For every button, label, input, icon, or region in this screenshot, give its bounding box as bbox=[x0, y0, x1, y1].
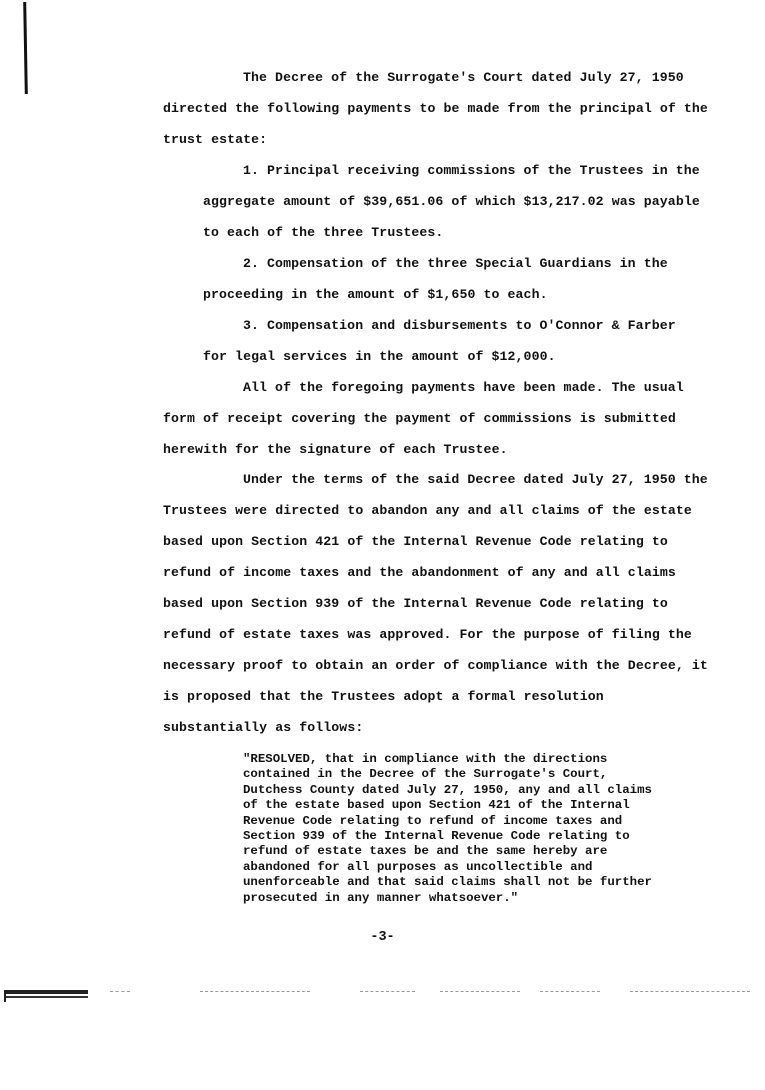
bottom-dash-segment bbox=[360, 991, 415, 993]
bottom-dash-segment bbox=[200, 991, 310, 993]
list-item-1 bbox=[203, 155, 703, 248]
paragraph-text: Under the terms of the said Decree dated July 27, 1950 the Trustees were directed to abandon any and all claims of the estate based upon Section 421 of the Internal Revenue Code relating to refund of income taxes and the abandonment of any and all claims based upon Section 939 of the Internal Revenue Code relating to refund of estate taxes was approved. For the purpose of filing the necessary proof to obtain an order of compliance with the Decree, it is proposed that the Trustees adopt a formal resolution substantially as follows: bbox=[163, 472, 708, 735]
bottom-dash-segment bbox=[440, 991, 520, 993]
bottom-rule-secondary bbox=[4, 996, 88, 998]
page-number: -3- bbox=[370, 930, 395, 945]
bottom-dash-segment bbox=[630, 991, 750, 993]
margin-mark bbox=[23, 2, 28, 94]
bottom-dash-segment bbox=[540, 991, 600, 993]
bottom-dash-segment bbox=[110, 991, 130, 993]
paragraph-decree-intro bbox=[163, 62, 708, 155]
bottom-rule-tick bbox=[4, 990, 6, 1002]
bottom-rule bbox=[4, 990, 88, 994]
paragraph-payments-made bbox=[163, 372, 708, 465]
resolution-quote: "RESOLVED, that in compliance with the directions contained in the Decree of the Surrogate's Court, Dutchess County dated July 27, 1950, any and all claims of the estate based upon Section 421 of the Internal Revenue Code relating to refund of income taxes and Section 939 of the Internal Revenue Code relating to refund of estate taxes be and the same hereby are abandoned for all purposes as uncollectible and unenforceable and that said claims shall not be further prosecuted in any manner whatsoever." bbox=[243, 752, 652, 905]
paragraph-abandon-claims bbox=[163, 464, 708, 743]
list-item-text: 3. Compensation and disbursements to O'Connor & Farber for legal services in the amount of $12,000. bbox=[203, 318, 676, 364]
list-item-2 bbox=[203, 248, 703, 310]
list-item-text: 1. Principal receiving commissions of the Trustees in the aggregate amount of $39,651.06 of which $13,217.02 was payable to each of the three Trustees. bbox=[203, 163, 700, 240]
paragraph-text: The Decree of the Surrogate's Court dated July 27, 1950 directed the following payments to be made from the principal of the trust estate: bbox=[163, 70, 708, 147]
list-item-3 bbox=[203, 310, 703, 372]
list-item-text: 2. Compensation of the three Special Guardians in the proceeding in the amount of $1,650 to each. bbox=[203, 256, 668, 302]
paragraph-text: All of the foregoing payments have been made. The usual form of receipt covering the payment of commissions is submitted herewith for the signature of each Trustee. bbox=[163, 380, 684, 457]
